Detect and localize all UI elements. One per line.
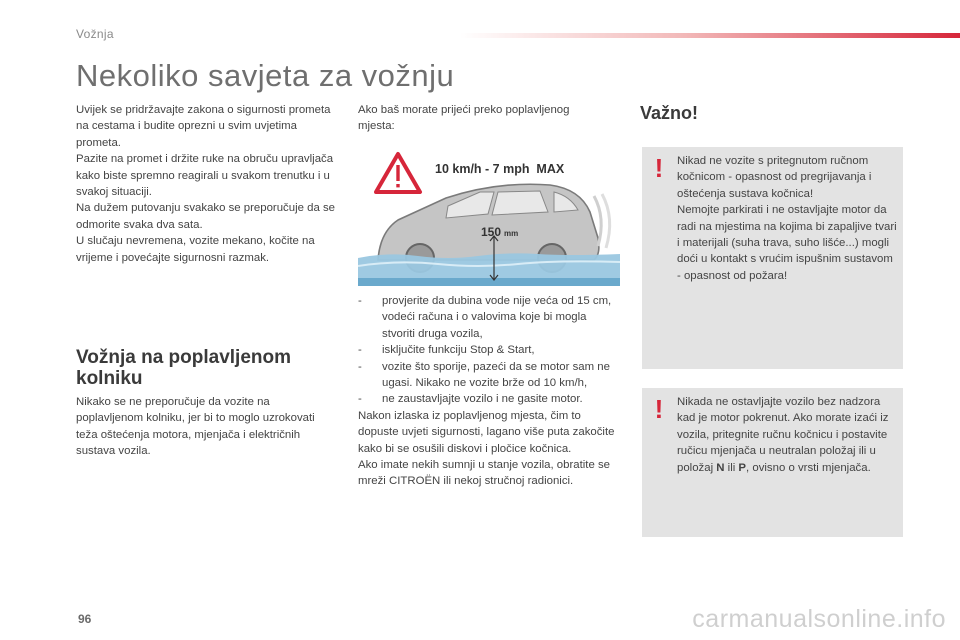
warning-text-part: ili: [724, 461, 739, 474]
header-accent-bar: [460, 33, 960, 38]
intro-column: [76, 102, 338, 266]
gear-p: P: [738, 461, 747, 474]
flood-figure-svg: [358, 148, 620, 286]
list-item: [358, 342, 620, 358]
warning-text: [677, 153, 899, 284]
warning-text: [677, 394, 899, 476]
after-flood-paragraph: Ako imate nekih sumnji u stanje vozila, obratite se mreži CITROËN ili nekoj stručnoj radionici.: [358, 459, 610, 488]
after-flood-paragraph: Nakon izlaska iz poplavljenog mjesta, čim to dopuste uvjeti sigurnosti, lagano više puta zakočite kako bi se osušili diskovi i pločice kočnica.: [358, 409, 615, 455]
list-item: [358, 359, 620, 392]
flood-intro: Ako baš morate prijeći preko poplavljenog mjesta:: [358, 104, 570, 133]
exclamation-icon: !: [654, 394, 664, 424]
list-dash: -: [358, 344, 362, 357]
warning-text-part: , ovisno o vrsti mjenjača.: [746, 461, 871, 474]
watermark: carmanualsonline.info: [692, 605, 946, 633]
list-dash: -: [358, 360, 362, 373]
exclamation-icon: !: [654, 153, 664, 183]
water-surface: [358, 253, 620, 286]
list-dash: -: [358, 295, 362, 307]
warning-box-unattended: [642, 388, 903, 537]
warning-box-handbrake: [642, 147, 903, 369]
warning-triangle-icon: [376, 154, 420, 192]
gear-n: N: [716, 461, 725, 474]
warning-paragraph: Nikad ne vozite s pritegnutom ručnom kočnicom - opasnost od pregrijavanja i oštećenja sustava kočnica!: [677, 155, 872, 200]
page-title: Nekoliko savjeta za vožnju: [76, 58, 455, 93]
intro-paragraph: U slučaju nevremena, vozite mekano, kočite na vrijeme i povećajte sigurnosni razmak.: [76, 235, 315, 264]
list-item-text: vozite što sporije, pazeći da se motor sam ne ugasi. Nikako ne vozite brže od 10 km/h,: [382, 360, 610, 390]
depth-value: 150: [481, 225, 502, 239]
flood-figure: [358, 148, 620, 286]
section-label: Vožnja: [76, 27, 114, 41]
warning-paragraph: Nemojte parkirati i ne ostavljajte motor da radi na mjestima na kojima bi zapaljive tvari i materijali (suha trava, suho lišće...) mogli doći u kontakt s vrućim ispušnim sustavom - opasnost od požara!: [677, 204, 897, 282]
list-dash: -: [358, 393, 362, 406]
intro-paragraph: Na dužem putovanju svakako se preporučuje da se odmorite svaka dva sata.: [76, 202, 335, 231]
intro-paragraph: Pazite na promet i držite ruke na obruču upravljača kako biste spremno reagirali u svakom trenutku i u svakoj situaciji.: [76, 153, 334, 199]
flood-heading: Vožnja na poplavljenom kolniku: [76, 347, 292, 389]
warning-text-part: Nikada ne ostavljajte vozilo bez nadzora kad je motor pokrenut. Ako morate izaći iz vozila, pritegnite ručnu kočnicu i postavite ručicu mjenjača u neutralan položaj ili u položaj: [677, 396, 889, 474]
list-item-text: isključite funkciju Stop & Start,: [382, 344, 535, 357]
list-item: [358, 391, 620, 407]
speed-label: 10 km/h - 7 mph MAX: [435, 162, 565, 176]
flood-steps: [358, 293, 620, 490]
depth-unit: mm: [504, 229, 519, 238]
list-item: [358, 293, 620, 342]
page-number: 96: [78, 612, 92, 626]
list-item-text: provjerite da dubina vode nije veća od 15 cm, vodeći računa i o valovima koje bi mogla stvoriti druga vozila,: [382, 295, 612, 340]
list-item-text: ne zaustavljajte vozilo i ne gasite motor.: [382, 393, 583, 406]
important-heading: Važno!: [640, 103, 699, 123]
intro-paragraph: Uvijek se pridržavajte zakona o sigurnosti prometa na cestama i budite oprezni u svim uvjetima prometa.: [76, 104, 331, 149]
flood-text: Nikako se ne preporučuje da vozite na poplavljenom kolniku, jer bi to moglo uzrokovati teža oštećenja motora, mjenjača i električnih sustava vozila.: [76, 396, 315, 458]
